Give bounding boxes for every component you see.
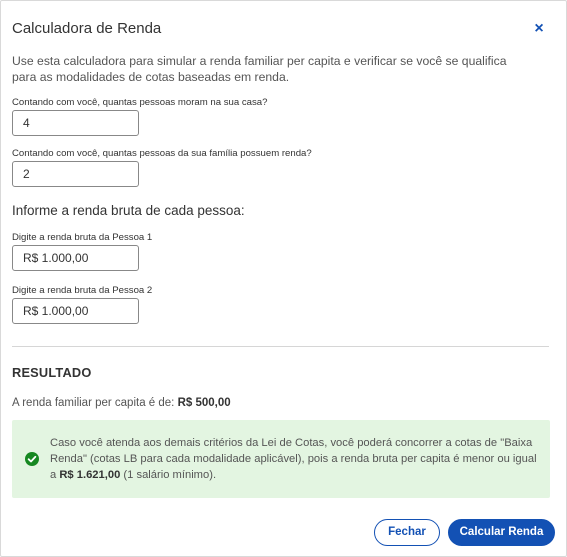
close-icon[interactable]: ×: [530, 19, 548, 39]
result-title: RESULTADO: [12, 365, 92, 380]
household-count-input[interactable]: [12, 110, 139, 136]
calculate-income-button[interactable]: Calcular Renda: [448, 519, 555, 546]
modal-header: [12, 19, 552, 41]
income-person-2-input[interactable]: [12, 298, 139, 324]
alert-message: [50, 435, 542, 483]
alert-text-main: Caso você atenda aos demais critérios da Lei de Cotas, você poderá concorrer a cotas de "Baixa Renda" (cotas LB para cada modalidade aplicável), pois a renda bruta per capita é menor ou igual a: [50, 437, 537, 481]
income-person-1-input[interactable]: [12, 245, 139, 271]
modal-title: Calculadora de Renda: [12, 20, 162, 37]
per-capita-prefix: A renda familiar per capita é de:: [12, 397, 178, 409]
per-capita-result: [12, 397, 231, 409]
close-button[interactable]: Fechar: [374, 519, 440, 546]
household-count-label: Contando com você, quantas pessoas moram na sua casa?: [12, 97, 268, 108]
check-circle-icon: [25, 452, 39, 466]
eligibility-alert: [12, 420, 550, 498]
earners-count-label: Contando com você, quantas pessoas da sua família possuem renda?: [12, 148, 312, 159]
income-person-2-label: Digite a renda bruta da Pessoa 2: [12, 285, 153, 296]
alert-text-suffix: (1 salário mínimo).: [120, 469, 217, 481]
intro-text: Use esta calculadora para simular a renda familiar per capita e verificar se você se qualifica para as modalidades de cotas baseadas em renda.: [12, 54, 507, 84]
per-capita-value: R$ 500,00: [177, 397, 231, 409]
incomes-heading: Informe a renda bruta de cada pessoa:: [12, 203, 245, 218]
alert-threshold: R$ 1.621,00: [59, 469, 121, 481]
divider: [12, 346, 549, 347]
earners-count-input[interactable]: [12, 161, 139, 187]
income-person-1-label: Digite a renda bruta da Pessoa 1: [12, 232, 153, 243]
